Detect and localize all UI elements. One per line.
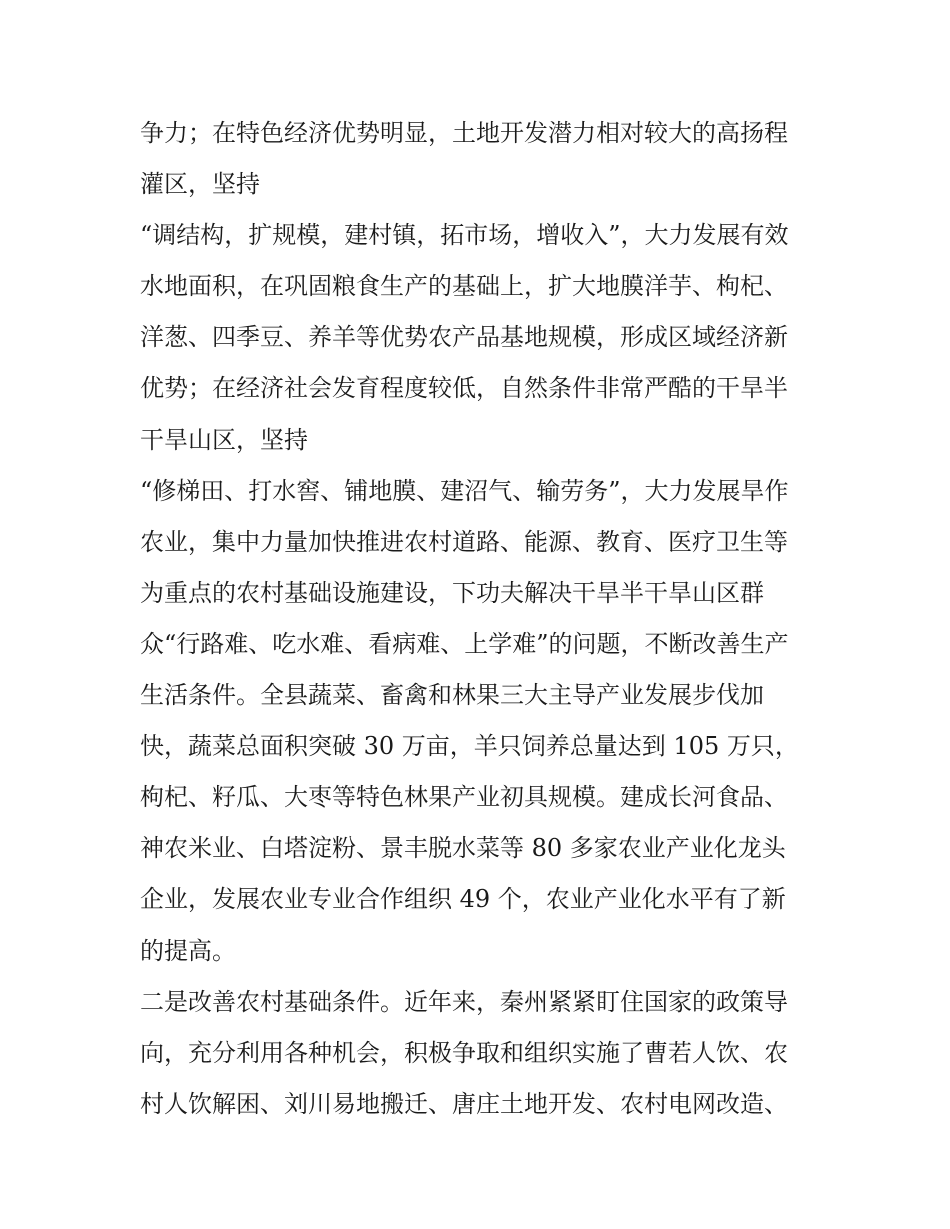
- text-line: 争力；在特色经济优势明显，土地开发潜力相对较大的高扬程: [140, 119, 788, 147]
- text-line: 的提高。: [140, 936, 236, 965]
- text-line: 二是改善农村基础条件。近年来，秦州紧紧盯住国家的政策导: [140, 987, 788, 1016]
- text-line: “修梯田、打水窖、铺地膜、建沼气、输劳务”，大力发展旱作: [140, 476, 789, 505]
- text-line: 快，蔬菜总面积突破 30 万亩，羊只饲养总量达到 105 万只，: [140, 732, 799, 761]
- text-line: 向，充分利用各种机会，积极争取和组织实施了曹若人饮、农: [140, 1038, 788, 1067]
- text-line: 众“行路难、吃水难、看病难、上学难”的问题，不断改善生产: [140, 629, 789, 658]
- text-line: 优势；在经济社会发育程度较低，自然条件非常严酷的干旱半: [140, 374, 788, 403]
- text-line: 神农米业、白塔淀粉、景丰脱水菜等 80 多家农业产业化龙头: [140, 834, 786, 863]
- text-line: 农业，集中力量加快推进农村道路、能源、教育、医疗卫生等: [140, 527, 788, 556]
- text-line: 村人饮解困、刘川易地搬迁、唐庄土地开发、农村电网改造、: [140, 1089, 788, 1118]
- text-line: 为重点的农村基础设施建设，下功夫解决干旱半干旱山区群: [140, 578, 764, 607]
- document-body: [140, 108, 830, 1130]
- text-line: “调结构，扩规模，建村镇，拓市场，增收入”，大力发展有效: [140, 221, 789, 250]
- text-line: 枸杞、籽瓜、大枣等特色林果产业初具规模。建成长河食品、: [140, 783, 788, 812]
- text-line: 企业，发展农业专业合作组织 49 个，农业产业化水平有了新: [140, 885, 786, 914]
- text-line: 生活条件。全县蔬菜、畜禽和林果三大主导产业发展步伐加: [140, 681, 764, 710]
- text-line: 灌区，坚持: [140, 170, 260, 199]
- text-line: 干旱山区，坚持: [140, 425, 308, 454]
- text-line: 水地面积，在巩固粮食生产的基础上，扩大地膜洋芋、枸杞、: [140, 272, 788, 301]
- text-line: 洋葱、四季豆、养羊等优势农产品基地规模，形成区域经济新: [140, 323, 788, 352]
